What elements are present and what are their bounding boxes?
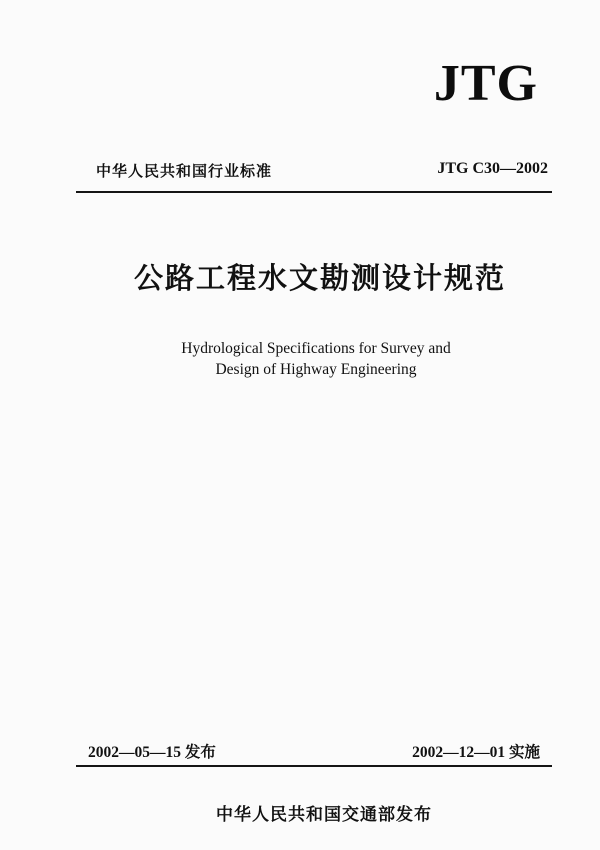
- english-title-line-2: Design of Highway Engineering: [215, 361, 417, 378]
- issue-date: 2002—05—15 发布: [88, 744, 216, 761]
- jtg-logo: JTG: [433, 55, 538, 112]
- top-divider: [76, 191, 552, 193]
- industry-standard-label: 中华人民共和国行业标准: [96, 162, 273, 180]
- standard-number: JTG C30—2002: [437, 160, 548, 177]
- english-title-line-1: Hydrological Specifications for Survey and: [181, 340, 451, 357]
- header-row: [96, 160, 548, 184]
- document-title-english: [0, 338, 600, 380]
- effective-date: 2002—12—01 实施: [412, 744, 540, 761]
- bottom-divider: [76, 765, 552, 767]
- document-title-chinese: 公路工程水文勘测设计规范: [133, 261, 506, 295]
- dates-row: [88, 740, 540, 762]
- publisher: 中华人民共和国交通部发布: [216, 805, 432, 825]
